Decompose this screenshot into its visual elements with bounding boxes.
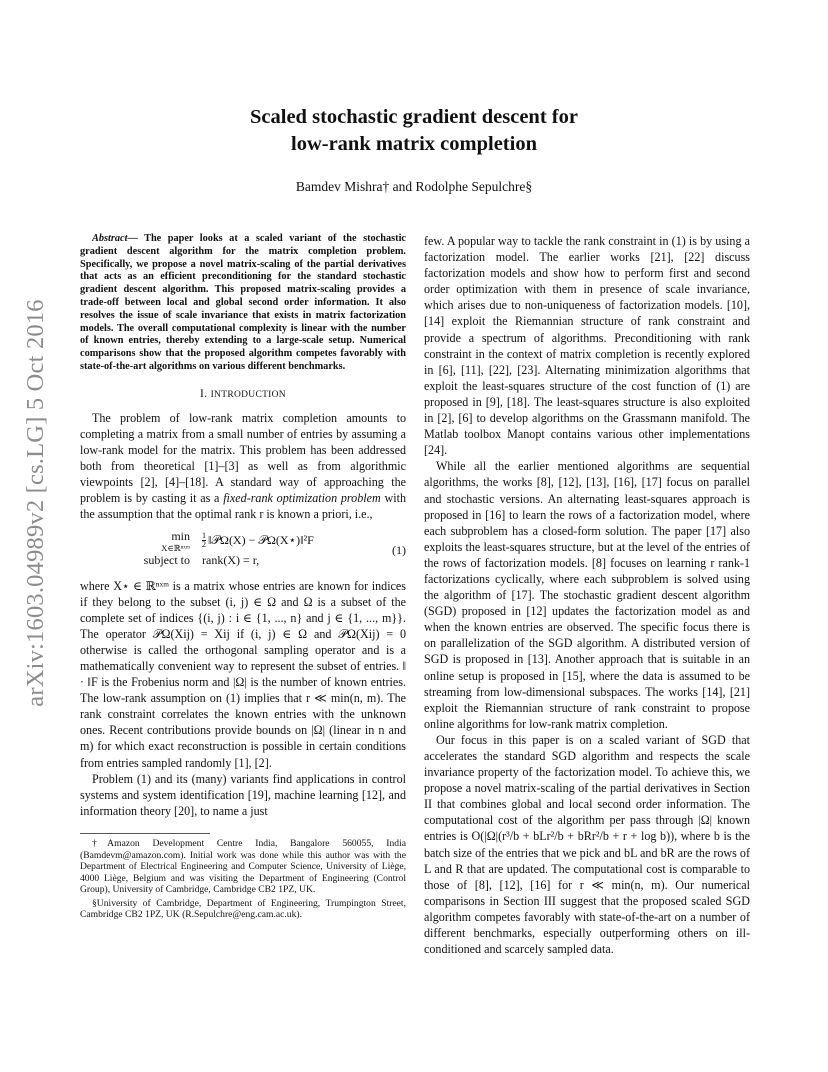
abstract-label: Abstract <box>92 233 128 244</box>
equation-constraint: rank(X) = r, <box>202 553 260 568</box>
arxiv-stamp <box>16 268 56 738</box>
min-operator: min <box>171 528 190 543</box>
arxiv-stamp-text: arXiv:1603.04989v2 [cs.LG] 5 Oct 2016 <box>22 299 49 707</box>
abstract-text: — The paper looks at a scaled variant of the stochastic gradient descent algorithm for the matrix completion problem. Specifically, we propose a novel matrix-scaling of the partial derivatives that acts as an efficient preconditioning for the standard stochastic gradient descent algorithm. This proposed matrix-scaling provides a trade-off between local and global second order information. It also resolves the issue of scale invariance that exists in matrix factorization models. The overall computational complexity is linear with the number of known entries, thereby extending to a large-scale setup. Numerical comparisons show that the proposed algorithm competes favorably with state-of-the-art algorithms on various different benchmarks. <box>80 233 406 372</box>
footnote-affiliation-1: †Amazon Development Centre India, Bangalore 560055, India (Bamdevm@amazon.com). Initial work was done while this author was with the Department of Electrical Engineering and Computer Science, University of Liège, 4000 Liège, Belgium and was visiting the Department of Engineering (Control Group), University of Cambridge, Cambridge CB2 1PZ, UK. <box>80 837 406 896</box>
equation-objective <box>202 532 314 550</box>
objective-expression: ‖𝒫Ω(X) − 𝒫Ω(X⋆)‖²F <box>208 532 314 547</box>
intro-emphasis: fixed-rank optimization problem <box>223 491 381 506</box>
equation-number: (1) <box>392 543 406 558</box>
frac-denominator: 2 <box>202 540 206 550</box>
frac-numerator: 1 <box>202 531 206 541</box>
equation-rows <box>112 528 382 571</box>
half-fraction <box>202 532 206 549</box>
footnote-affiliation-2: §University of Cambridge, Department of Engineering, Trumpington Street, Cambridge CB2 1PZ, UK (R.Sepulchre@eng.cam.ac.uk). <box>80 897 406 921</box>
equation-1 <box>80 528 406 571</box>
section-heading <box>80 386 406 403</box>
equation-constraint-row <box>112 551 382 571</box>
equation-min <box>112 528 202 553</box>
min-domain: X∈ℝⁿˣᵐ <box>161 543 190 554</box>
section-number: I. <box>200 386 208 400</box>
paper-title <box>100 104 728 158</box>
equation-objective-row <box>112 528 382 554</box>
section-title: INTRODUCTION <box>210 389 286 400</box>
right-paragraph-1: few. A popular way to tackle the rank constraint in (1) is by using a factorization model. The earlier works [21], [22] discuss factorization models and show how to perform first and second order optimization with them in presence of scale invariance, which arises due to non-uniqueness of factorization models. [10], [14] exploit the Riemannian structure of rank constraint and provide a spectrum of algorithms. Preconditioning with rank constraint in the context of matrix completion is recently explored in [6], [11], [22], [23]. Alternating minimization algorithms that exploit the least-squares structure of the cost function of (1) are proposed in [9], [18]. The least-squares structure is also exploited in [2], [6] to develop algorithms on the Grassmann manifold. The Matlab toolbox Manopt contains various other implementations [24]. <box>424 234 750 458</box>
where-paragraph: where X⋆ ∈ ℝⁿˣᵐ is a matrix whose entries are known for indices if they belong to the subset (i, j) ∈ Ω and Ω is a subset of the complete set of indices {(i, j) : i ∈ {1, ..., n} and j ∈ {1, ..., m}}. The operator 𝒫Ω(Xij) = Xij if (i, j) ∈ Ω and 𝒫Ω(Xij) = 0 otherwise is called the orthogonal sampling operator and is a mathematically convenient way to represent the subset of entries. ‖ · ‖F is the Frobenius norm and |Ω| is the number of known entries. The low-rank assumption on (1) implies that r ≪ min(n, m). The rank constraint correlates the known entries with the unknown ones. Recent contributions provide bounds on |Ω| (linear in n and m) for which exact reconstruction is possible in certain conditions from entries sampled randomly [1], [2]. <box>80 578 406 770</box>
equation-subject-to: subject to <box>143 553 190 568</box>
right-paragraph-2: While all the earlier mentioned algorithms are sequential algorithms, the works [8], [12], [13], [16], [17] focus on parallel and stochastic versions. An alternating least-squares approach is proposed in [16] to learn the rows of a factorization model, where each subproblem has a closed-form solution. The paper [17] also exploits the least-squares structure, but at the level of the entries of the rows of factorization models. [8] focuses on learning r rank-1 factorizations cyclically, where each subproblem is solved using the algorithm of [17]. The stochastic gradient descent algorithm (SGD) proposed in [12] updates the factorization model as and when the known entries are observed. The specific focus there is on parallelization of the SGD algorithm. A distributed version of SGD is proposed in [13]. Another approach that is suitable in an online setup is proposed in [15], where the data is assumed to be streaming from low-dimensional subspaces. The works [14], [21] exploit the Riemannian structure of rank constraint to propose online algorithms for low-rank matrix completion. <box>424 459 750 731</box>
abstract <box>80 233 406 374</box>
intro-paragraph <box>80 410 406 523</box>
left-column <box>80 233 406 921</box>
right-paragraph-3: Our focus in this paper is on a scaled variant of SGD that accelerates the standard SGD algorithm and respects the scale invariance property of the factorization model. To achieve this, we propose a novel matrix-scaling of the partial derivatives in Section II that combines global and local second order information. The computational cost of the algorithm per pass through |Ω| known entries is O(|Ω|(r³/b + bLr²/b + bRr²/b + r + log b)), where b is the batch size of the entries that we pick and bL and bR are the rows of L and R that are updated. The computational cost is comparable to those of [8], [12], [16] for r ≪ min(n, m). Our numerical comparisons in Section III suggest that the proposed scaled SGD algorithm competes favorably with state-of-the-art on a number of different benchmarks, especially outperforming others on ill-conditioned and scarcely sampled data. <box>424 732 750 957</box>
intro-text-a: The problem of low-rank matrix completion amounts to completing a matrix from a small number of entries by assuming a low-rank model for the matrix. This problem has been addressed both from theoretical [1]–[3] as well as from algorithmic viewpoints [2], [4]–[18]. A standard way of approaching the problem is by casting it as a <box>80 410 406 506</box>
footnote-rule <box>80 833 210 834</box>
title-line-2: low-rank matrix completion <box>291 133 537 155</box>
intro-text-b: with the assumption that the optimal rank r is known a priori, i.e., <box>80 491 406 522</box>
problem-paragraph: Problem (1) and its (many) variants find applications in control systems and system identification [19], machine learning [12], and information theory [20], to name a just <box>80 771 406 818</box>
title-line-1: Scaled stochastic gradient descent for <box>250 106 578 128</box>
right-column <box>424 233 750 957</box>
paper-authors: Bamdev Mishra† and Rodolphe Sepulchre§ <box>295 179 533 194</box>
